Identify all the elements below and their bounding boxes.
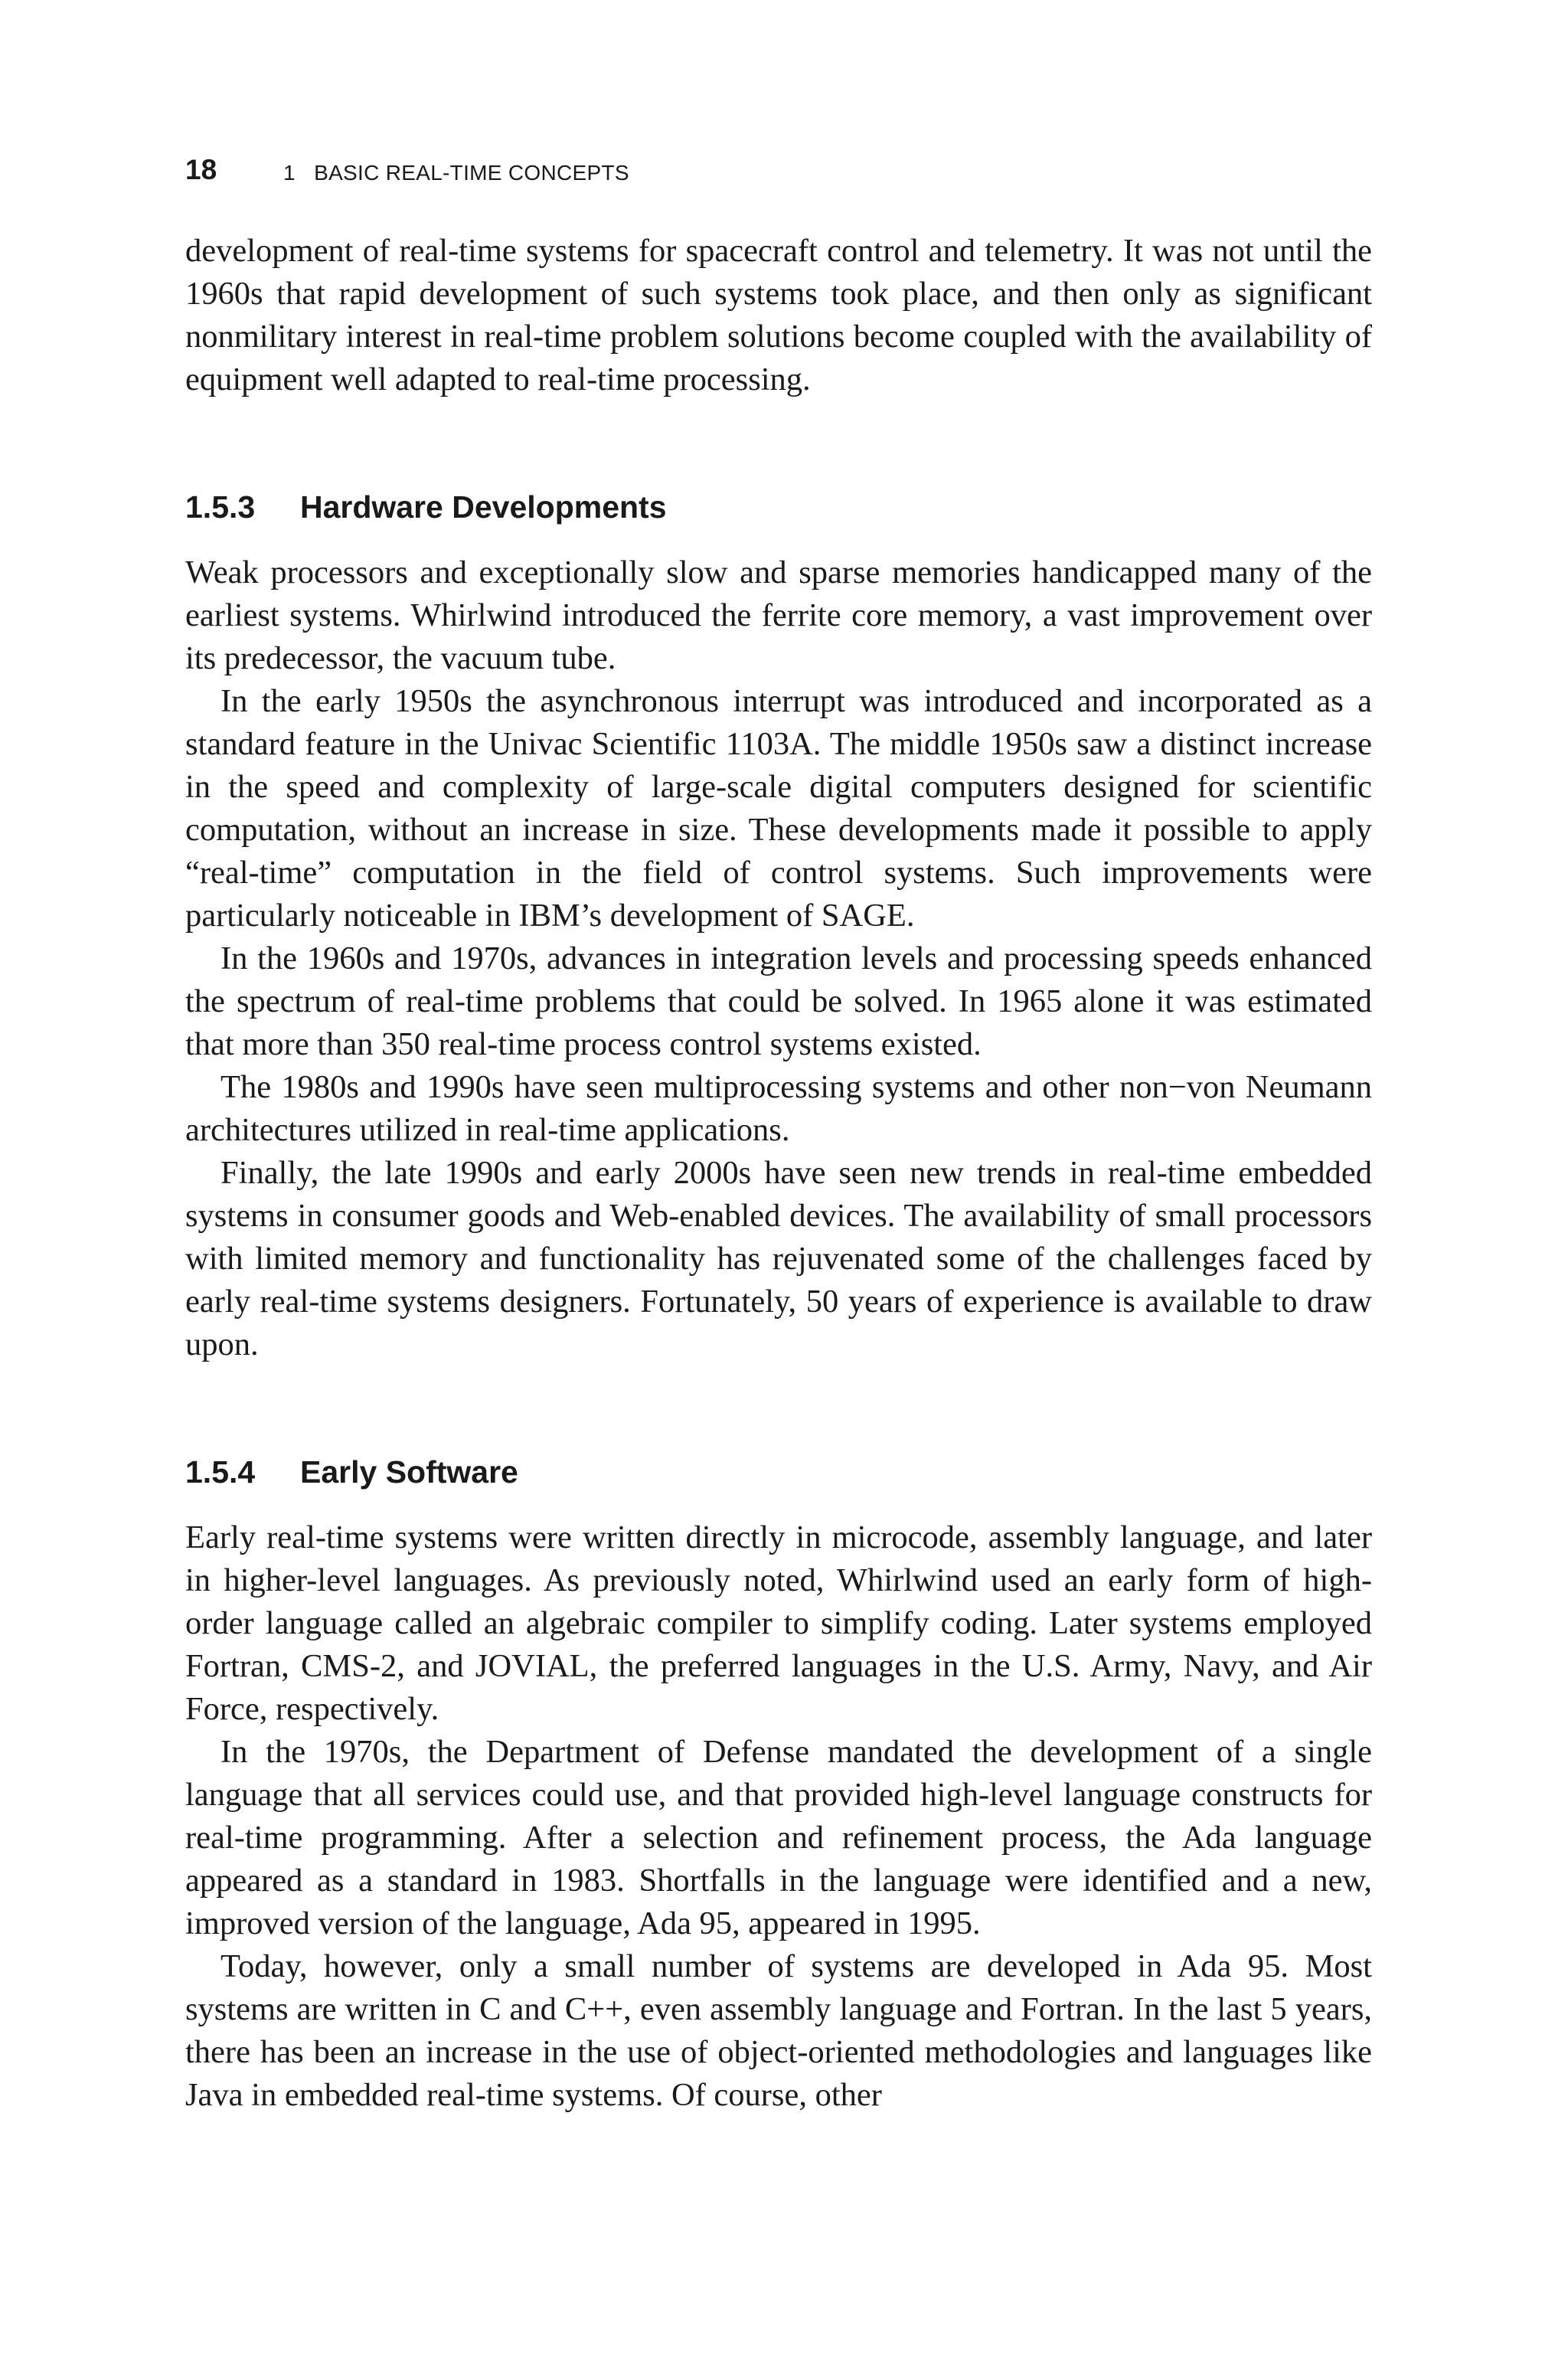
paragraph: The 1980s and 1990s have seen multiprocessing systems and other non−von Neumann architectures utilized in real-time applications. <box>185 1069 1372 1148</box>
paragraph: Early real-time systems were written directly in microcode, assembly language, and later in higher-level languages. As previously noted, Whirlwind used an early form of high-order language called an algebraic compiler to simplify coding. Later systems employed Fortran, CMS-2, and JOVIAL, the preferred languages in the U.S. Army, Navy, and Air Force, respectively. <box>185 1519 1372 1727</box>
section-heading-software <box>185 1452 1372 1492</box>
paragraph: Weak processors and exceptionally slow and sparse memories handicapped many of the earliest systems. Whirlwind introduced the ferrite core memory, a vast improvement over its predecessor, the vacuum tube. <box>185 554 1372 676</box>
section-title: Hardware Developments <box>300 489 667 525</box>
section-title: Early Software <box>300 1454 518 1490</box>
chapter-title: 1 BASIC REAL-TIME CONCEPTS <box>283 161 629 185</box>
section-number: 1.5.3 <box>185 489 256 525</box>
paragraph: Today, however, only a small number of systems are developed in Ada 95. Most systems are written in C and C++, even assembly language and Fortran. In the last 5 years, there has been an increase in the use of object-oriented methodologies and languages like Java in embedded real-time systems. Of course, other <box>185 1948 1372 2113</box>
intro-paragraph: development of real-time systems for spacecraft control and telemetry. It was not until the 1960s that rapid development of such systems took place, and then only as significant nonmilitary interest in real-time problem solutions become coupled with the availability of equipment well adapted to real-time processing. <box>185 233 1372 397</box>
paragraph: In the early 1950s the asynchronous interrupt was introduced and incorporated as a standard feature in the Univac Scientific 1103A. The middle 1950s saw a distinct increase in the speed and complexity of large-scale digital computers designed for scientific computation, without an increase in size. These developments made it possible to apply “real-time” computation in the field of control systems. Such improvements were particularly noticeable in IBM’s development of SAGE. <box>185 683 1372 934</box>
paragraph: Finally, the late 1990s and early 2000s have seen new trends in real-time embedded systems in consumer goods and Web-enabled devices. The availability of small processors with limited memory and functionality has rejuvenated some of the challenges faced by early real-time systems designers. Fortunately, 50 years of experience is available to draw upon. <box>185 1155 1372 1362</box>
paragraph: In the 1970s, the Department of Defense mandated the development of a single language that all services could use, and that provided high-level language constructs for real-time programming. After a selection and refinement process, the Ada language appeared as a standard in 1983. Shortfalls in the language were identified and a new, improved version of the language, Ada 95, appeared in 1995. <box>185 1734 1372 1941</box>
section-number: 1.5.4 <box>185 1454 256 1490</box>
running-head <box>185 153 1380 199</box>
paragraph: In the 1960s and 1970s, advances in integration levels and processing speeds enhanced the spectrum of real-time problems that could be solved. In 1965 alone it was estimated that more than 350 real-time process control systems existed. <box>185 940 1372 1062</box>
section-heading-hardware <box>185 487 1372 527</box>
page-body <box>185 230 1372 2117</box>
page-number: 18 <box>185 154 217 185</box>
